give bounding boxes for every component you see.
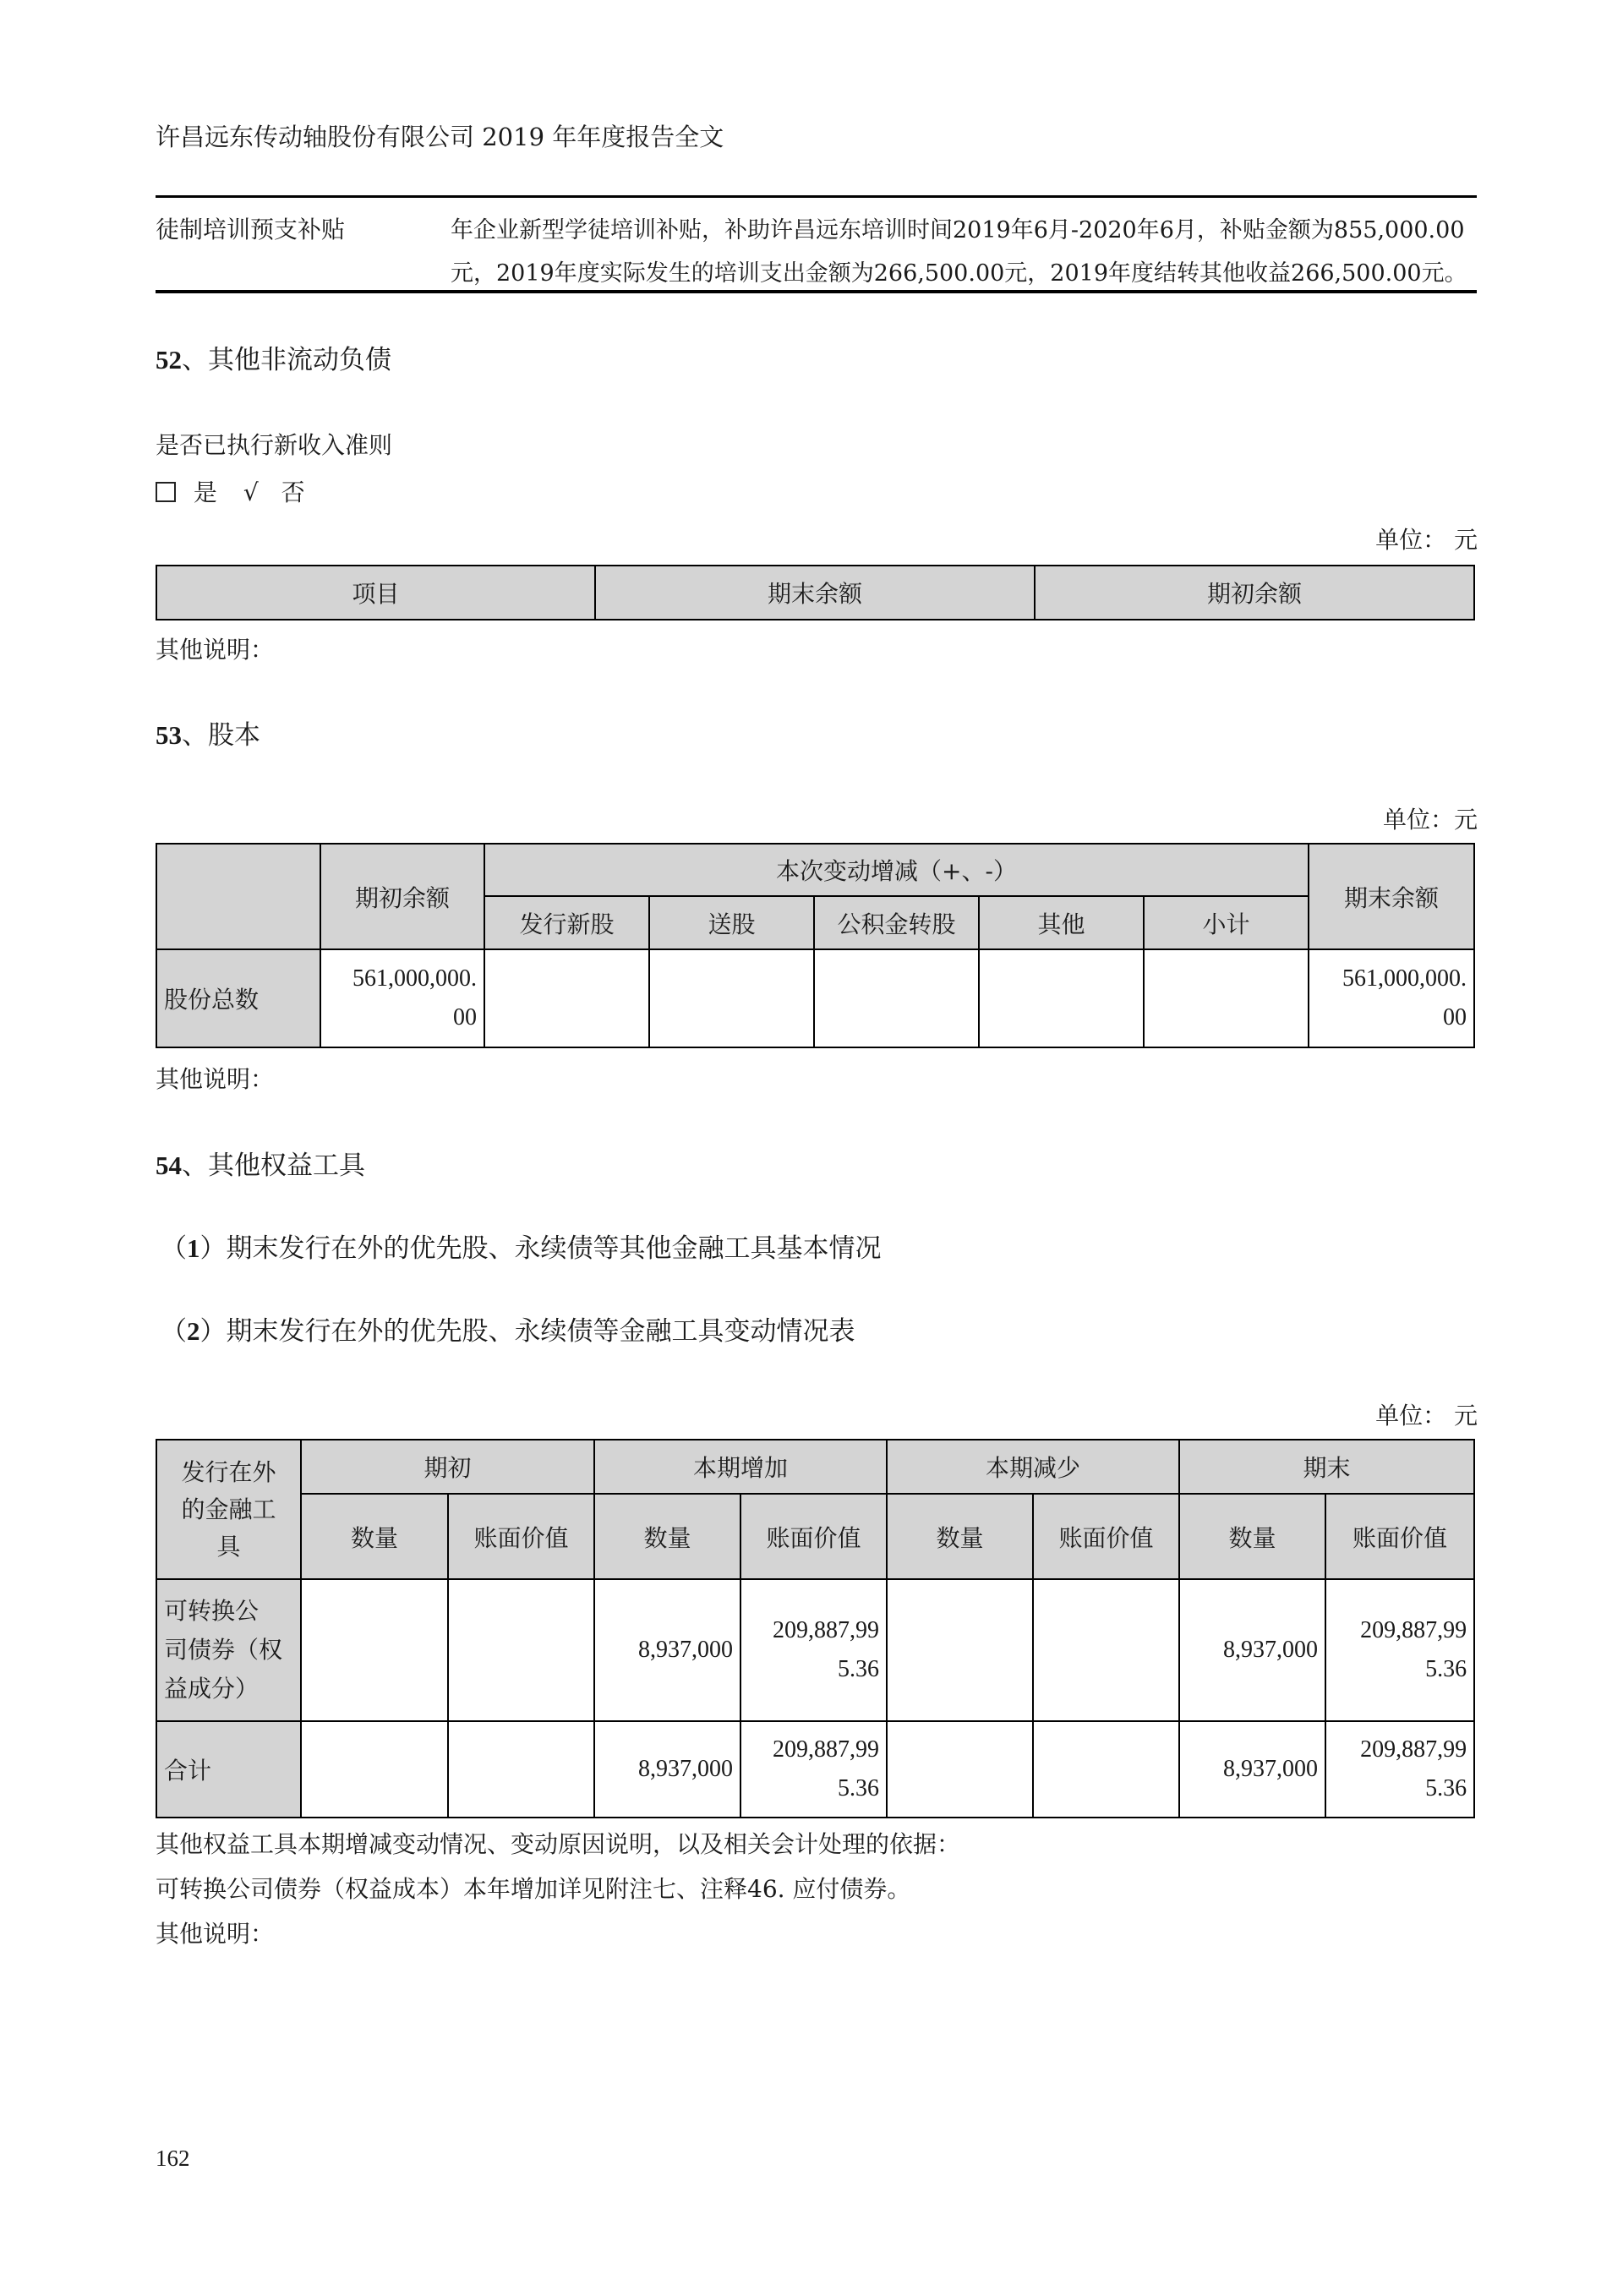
header-other: 其他 [979, 896, 1144, 949]
check-mark: √ [243, 478, 259, 506]
table-row [156, 1579, 1474, 1721]
header-closing-balance: 期末余额 [595, 566, 1035, 620]
cell-empty [448, 1579, 594, 1721]
cell-empty [887, 1721, 1033, 1818]
subsidy-name: 徒制培训预支补贴 [156, 216, 346, 243]
header-opening: 期初 [301, 1440, 594, 1494]
table-53-share-capital [156, 843, 1475, 1048]
header-opening: 期初余额 [320, 844, 484, 949]
cell-closing-qty: 8,937,000 [1179, 1721, 1325, 1818]
header-subtotal: 小计 [1144, 896, 1309, 949]
row-label-total-shares: 股份总数 [156, 949, 320, 1047]
unit-label-53: 单位：元 [1382, 806, 1478, 834]
unit-label-54: 单位： 元 [1375, 1402, 1478, 1430]
note-54-change: 其他权益工具本期增减变动情况、变动原因说明，以及相关会计处理的依据： [156, 1830, 961, 1858]
report-header: 许昌远东传动轴股份有限公司 2019 年年度报告全文 [156, 123, 724, 151]
page-number: 162 [156, 2146, 190, 2171]
header-bonus-shares: 送股 [649, 896, 814, 949]
header-book-value: 账面价值 [1325, 1494, 1474, 1579]
subsection-1: （1）期末发行在外的优先股、永续债等其他金融工具基本情况 [161, 1233, 882, 1264]
yes-no-choice [156, 474, 305, 508]
section-53-title: 53、股本 [156, 720, 260, 751]
note-54-other: 其他说明： [156, 1920, 275, 1948]
header-instrument: 发行在外 的金融工 具 [156, 1440, 301, 1579]
header-new-shares: 发行新股 [484, 896, 649, 949]
cell-empty [887, 1579, 1033, 1721]
table-52 [156, 565, 1475, 620]
cell-empty [979, 949, 1144, 1047]
cell-empty [301, 1579, 448, 1721]
header-change: 本次变动增减（+、-） [484, 844, 1309, 896]
header-closing: 期末 [1179, 1440, 1474, 1494]
cell-increase-qty: 8,937,000 [594, 1721, 740, 1818]
header-reserve-conversion: 公积金转股 [814, 896, 979, 949]
subsidy-text-line2: 元，2019年度实际发生的培训支出金额为266,500.00元，2019年度结转其他收益266,500.00元。 [451, 260, 1467, 287]
subsection-2: （2）期末发行在外的优先股、永续债等金融工具变动情况表 [161, 1316, 855, 1347]
note-52: 其他说明： [156, 636, 275, 664]
unit-label-52: 单位： 元 [1375, 526, 1478, 554]
table-row [156, 1721, 1474, 1818]
cell-closing-qty: 8,937,000 [1179, 1579, 1325, 1721]
cell-empty [1033, 1721, 1179, 1818]
cell-empty [448, 1721, 594, 1818]
section-52-title: 52、其他非流动负债 [156, 345, 391, 375]
header-qty: 数量 [887, 1494, 1033, 1579]
section-54-title: 54、其他权益工具 [156, 1151, 365, 1181]
cell-closing-value: 209,887,99 5.36 [1325, 1579, 1474, 1721]
top-rule [156, 195, 1477, 198]
cell-increase-value: 209,887,99 5.36 [740, 1721, 887, 1818]
row-label-total: 合计 [156, 1721, 301, 1818]
header-book-value: 账面价值 [1033, 1494, 1179, 1579]
header-book-value: 账面价值 [740, 1494, 887, 1579]
header-opening-balance: 期初余额 [1035, 566, 1474, 620]
header-qty: 数量 [594, 1494, 740, 1579]
cell-empty [649, 949, 814, 1047]
header-blank [156, 844, 320, 949]
header-book-value: 账面价值 [448, 1494, 594, 1579]
header-increase: 本期增加 [594, 1440, 887, 1494]
subsidy-text-line1: 年企业新型学徒培训补贴，补助许昌远东培训时间2019年6月-2020年6月，补贴金额为855,000.00 [451, 217, 1465, 243]
cell-empty [1033, 1579, 1179, 1721]
header-decrease: 本期减少 [887, 1440, 1179, 1494]
no-label: 否 [281, 478, 305, 506]
cell-increase-qty: 8,937,000 [594, 1579, 740, 1721]
bottom-rule [156, 290, 1477, 293]
row-label-convertible-bond: 可转换公 司债券（权 益成分） [156, 1579, 301, 1721]
table-54-equity-instruments [156, 1439, 1475, 1818]
cell-empty [1144, 949, 1309, 1047]
cell-empty [301, 1721, 448, 1818]
yes-checkbox [156, 482, 176, 502]
cell-opening: 561,000,000. 00 [320, 949, 484, 1047]
note-53: 其他说明： [156, 1065, 275, 1093]
cell-closing: 561,000,000. 00 [1309, 949, 1474, 1047]
cell-increase-value: 209,887,99 5.36 [740, 1579, 887, 1721]
cell-empty [484, 949, 649, 1047]
header-qty: 数量 [301, 1494, 448, 1579]
header-closing: 期末余额 [1309, 844, 1474, 949]
header-qty: 数量 [1179, 1494, 1325, 1579]
new-revenue-question: 是否已执行新收入准则 [156, 431, 393, 459]
cell-empty [814, 949, 979, 1047]
header-item: 项目 [156, 566, 595, 620]
yes-label: 是 [193, 478, 217, 506]
cell-closing-value: 209,887,99 5.36 [1325, 1721, 1474, 1818]
note-54-detail: 可转换公司债券（权益成本）本年增加详见附注七、注释46. 应付债券。 [156, 1875, 911, 1903]
